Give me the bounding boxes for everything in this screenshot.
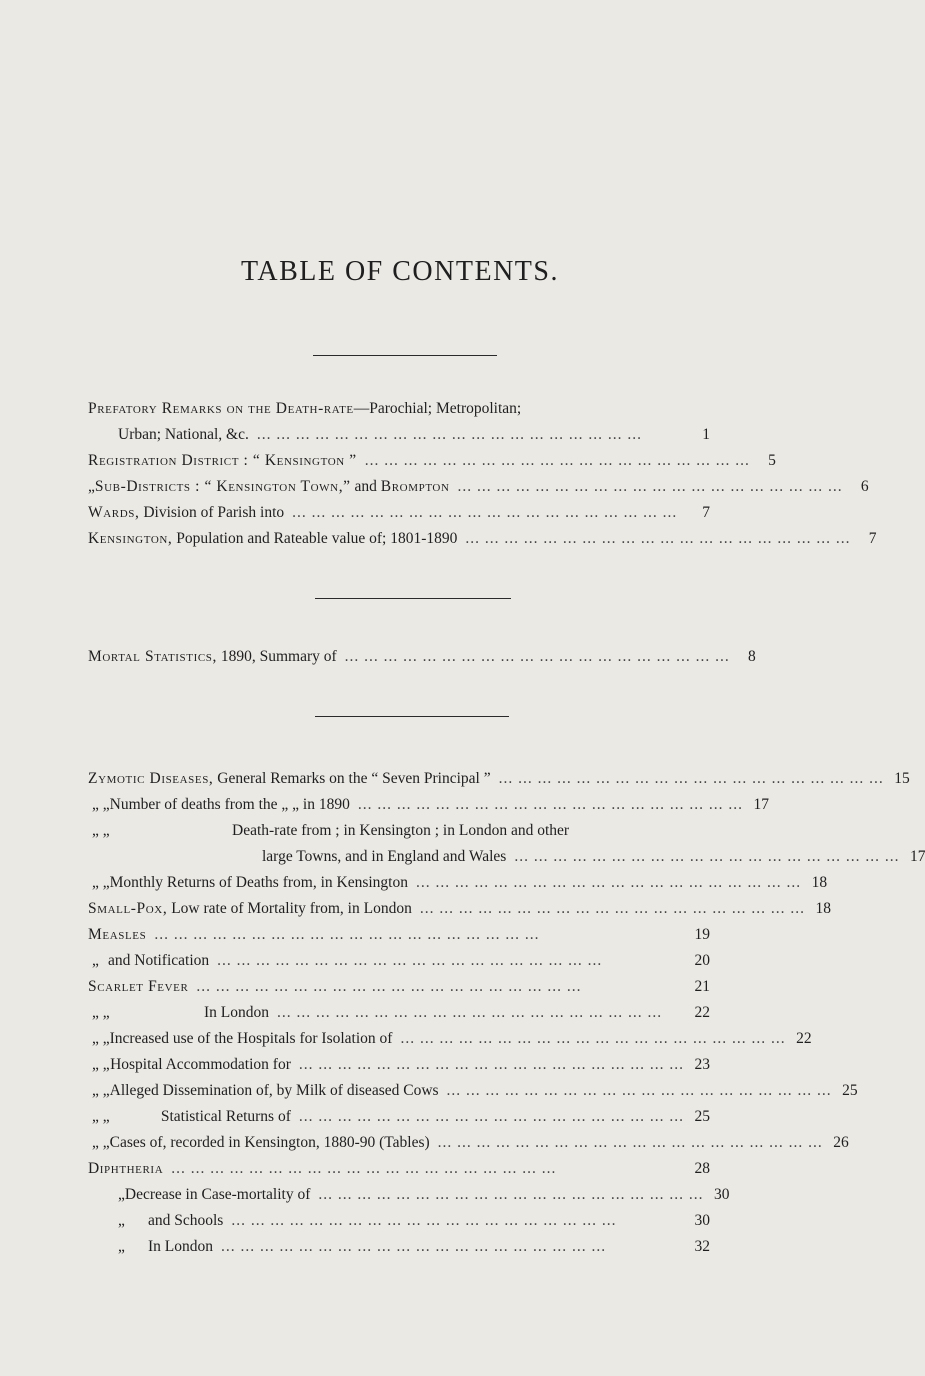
leader-dots: ... ... ... ... ... ... ... ... ... ... ... ... ... ... ... ... ... ... ... ... <box>231 1212 617 1229</box>
entry-heading: Small-Pox, <box>88 900 168 917</box>
leader-dots: ... ... ... ... ... ... ... ... ... ... ... ... ... ... ... ... ... ... ... ... <box>419 900 805 917</box>
toc-entry-zymotic-death-rate-cont[interactable] <box>262 848 925 866</box>
ditto-mark: „ „ <box>92 1082 110 1099</box>
leader-dots: ... ... ... ... ... ... ... ... ... ... ... ... ... ... ... ... ... ... ... ... <box>465 530 851 547</box>
entry-heading: Zymotic Diseases, <box>88 770 214 787</box>
leader-dots: ... ... ... ... ... ... ... ... ... ... ... ... ... ... ... ... ... ... ... ... <box>400 1030 786 1047</box>
toc-entry-scarlet-fever[interactable] <box>88 978 710 996</box>
entry-heading: Diphtheria <box>88 1160 164 1177</box>
page-number: 30 <box>694 1212 710 1229</box>
entry-text: Urban; National, &c. <box>118 426 249 443</box>
leader-dots: ... ... ... ... ... ... ... ... ... ... ... ... ... ... ... ... ... ... ... ... <box>196 978 582 995</box>
toc-entry-registration[interactable] <box>88 452 776 470</box>
toc-entry-diphtheria[interactable] <box>88 1160 710 1178</box>
entry-text: Cases of, recorded in Kensington, 1880-90 (Tables) <box>109 1134 430 1151</box>
toc-entry-scarlet-milk[interactable] <box>88 1082 858 1100</box>
entry-text: In London <box>204 1004 270 1021</box>
page-number: 5 <box>768 452 776 469</box>
toc-entry-mortal-statistics[interactable] <box>88 648 756 666</box>
ditto-mark: „ <box>92 952 99 969</box>
toc-entry-scarlet-statistical[interactable] <box>88 1108 710 1126</box>
toc-entry-scarlet-london[interactable] <box>88 1004 710 1022</box>
entry-text: Decrease in Case-mortality of <box>124 1186 311 1203</box>
toc-entry-wards[interactable] <box>88 504 710 522</box>
leader-dots: ... ... ... ... ... ... ... ... ... ... ... ... ... ... ... ... ... ... ... ... <box>364 452 750 469</box>
page-number: 19 <box>694 926 710 943</box>
entry-text: large Towns, and in England and Wales <box>262 848 507 865</box>
page-number: 1 <box>702 426 710 443</box>
leader-dots: ... ... ... ... ... ... ... ... ... ... ... ... ... ... ... ... ... ... ... ... <box>171 1160 557 1177</box>
leader-dots: ... ... ... ... ... ... ... ... ... ... ... ... ... ... ... ... ... ... ... ... <box>154 926 540 943</box>
toc-entry-diphtheria-london[interactable] <box>88 1238 710 1256</box>
toc-entry-small-pox[interactable] <box>88 900 831 918</box>
page-number: 28 <box>694 1160 710 1177</box>
divider-1 <box>313 355 497 356</box>
ditto-mark: „ „ <box>92 822 110 839</box>
toc-entry-diphtheria-mortality[interactable] <box>88 1186 730 1204</box>
ditto-mark: „ „ <box>92 1108 110 1125</box>
page-number: 17 <box>753 796 769 813</box>
entry-text: —Parochial; Metropolitan; <box>353 400 522 417</box>
leader-dots: ... ... ... ... ... ... ... ... ... ... ... ... ... ... ... ... ... ... ... ... <box>277 1004 663 1021</box>
leader-dots: ... ... ... ... ... ... ... ... ... ... ... ... ... ... ... ... ... ... ... ... <box>416 874 802 891</box>
ditto-mark: „ „ <box>92 796 110 813</box>
ditto-mark: „ „ <box>92 1004 110 1021</box>
toc-entry-zymotic-deaths[interactable] <box>88 796 769 814</box>
toc-entry-zymotic-monthly[interactable] <box>88 874 828 892</box>
page-number: 18 <box>815 900 831 917</box>
toc-entry-sub-districts[interactable] <box>88 478 869 496</box>
ditto-mark: „ <box>118 1212 125 1229</box>
toc-entry-kensington-population[interactable] <box>88 530 877 548</box>
ditto-mark: „ <box>88 478 95 495</box>
leader-dots: ... ... ... ... ... ... ... ... ... ... ... ... ... ... ... ... ... ... ... ... <box>292 504 678 521</box>
leader-dots: ... ... ... ... ... ... ... ... ... ... ... ... ... ... ... ... ... ... ... ... <box>437 1134 823 1151</box>
entry-heading: Kensington, <box>88 530 173 547</box>
page-number: 20 <box>694 952 710 969</box>
page-number: 7 <box>868 530 877 547</box>
entry-text: Alleged Dissemination of, by Milk of diseased Cows <box>109 1082 439 1099</box>
entry-text: Division of Parish into <box>139 504 285 521</box>
leader-dots: ... ... ... ... ... ... ... ... ... ... ... ... ... ... ... ... ... ... ... ... <box>498 770 884 787</box>
ditto-mark: „ „ <box>92 1056 110 1073</box>
toc-entry-scarlet-hospitals[interactable] <box>88 1030 812 1048</box>
entry-text: and Notification <box>108 952 210 969</box>
entry-text: Statistical Returns of <box>160 1108 291 1125</box>
page-title: TABLE OF CONTENTS. <box>241 256 559 287</box>
entry-text: 1890, Summary of <box>216 648 337 665</box>
entry-text: Number of deaths from the „ „ in 1890 <box>109 796 350 813</box>
page-number: 22 <box>694 1004 710 1021</box>
leader-dots: ... ... ... ... ... ... ... ... ... ... ... ... ... ... ... ... ... ... ... ... <box>298 1108 684 1125</box>
page-number: 17 <box>909 848 925 865</box>
entry-text: and <box>350 478 381 495</box>
page-number: 25 <box>842 1082 858 1099</box>
toc-entry-scarlet-cases[interactable] <box>88 1134 849 1152</box>
page-number: 6 <box>860 478 869 495</box>
page-number: 30 <box>714 1186 730 1203</box>
entry-text: Low rate of Mortality from, in London <box>167 900 412 917</box>
entry-text: General Remarks on the “ Seven Principal ” <box>213 770 491 787</box>
ditto-mark: „ „ <box>92 874 110 891</box>
toc-entry-diphtheria-schools[interactable] <box>88 1212 710 1230</box>
toc-entry-prefatory[interactable] <box>88 400 710 418</box>
entry-text: Monthly Returns of Deaths from, in Kensington <box>109 874 408 891</box>
divider-3 <box>315 716 509 717</box>
entry-heading: Measles <box>88 926 147 943</box>
leader-dots: ... ... ... ... ... ... ... ... ... ... ... ... ... ... ... ... ... ... ... ... <box>344 648 730 665</box>
entry-heading: Registration District : “ Kensington ” <box>88 452 357 469</box>
divider-2 <box>315 598 511 599</box>
entry-heading: Prefatory Remarks on the Death-rate <box>88 400 354 417</box>
page-number: 7 <box>702 504 710 521</box>
entry-heading-2: Brompton <box>380 478 450 495</box>
toc-entry-scarlet-accommodation[interactable] <box>88 1056 710 1074</box>
page-number: 18 <box>811 874 828 891</box>
page-number: 22 <box>796 1030 812 1047</box>
leader-dots: ... ... ... ... ... ... ... ... ... ... ... ... ... ... ... ... ... ... ... ... <box>256 426 642 443</box>
entry-text: Death-rate from ; in Kensington ; in London and other <box>232 822 570 839</box>
entry-heading: Mortal Statistics, <box>88 648 217 665</box>
page-number: 25 <box>694 1108 710 1125</box>
ditto-mark: „ <box>118 1186 125 1203</box>
leader-dots: ... ... ... ... ... ... ... ... ... ... ... ... ... ... ... ... ... ... ... ... <box>446 1082 832 1099</box>
leader-dots: ... ... ... ... ... ... ... ... ... ... ... ... ... ... ... ... ... ... ... ... <box>298 1056 684 1073</box>
entry-text: Increased use of the Hospitals for Isolation of <box>109 1030 393 1047</box>
entry-heading: Scarlet Fever <box>88 978 189 995</box>
ditto-mark: „ „ <box>92 1134 110 1151</box>
toc-entry-prefatory-cont[interactable] <box>118 426 710 444</box>
toc-entry-zymotic-death-rate[interactable] <box>88 822 710 840</box>
leader-dots: ... ... ... ... ... ... ... ... ... ... ... ... ... ... ... ... ... ... ... ... <box>514 848 900 865</box>
page-number: 23 <box>694 1056 710 1073</box>
toc-entry-measles-notification[interactable] <box>88 952 710 970</box>
entry-heading: Wards, <box>88 504 140 521</box>
page-number: 32 <box>694 1238 710 1255</box>
ditto-mark: „ „ <box>92 1030 110 1047</box>
entry-text: and Schools <box>148 1212 224 1229</box>
page-number: 26 <box>833 1134 849 1151</box>
entry-text: Population and Rateable value of; 1801-1890 <box>172 530 458 547</box>
toc-entry-measles[interactable] <box>88 926 710 944</box>
entry-text: Hospital Accommodation for <box>110 1056 291 1073</box>
page-number: 8 <box>748 648 756 665</box>
leader-dots: ... ... ... ... ... ... ... ... ... ... ... ... ... ... ... ... ... ... ... ... <box>217 952 603 969</box>
leader-dots: ... ... ... ... ... ... ... ... ... ... ... ... ... ... ... ... ... ... ... ... <box>357 796 743 813</box>
page-number: 21 <box>694 978 710 995</box>
leader-dots: ... ... ... ... ... ... ... ... ... ... ... ... ... ... ... ... ... ... ... ... <box>457 478 843 495</box>
leader-dots: ... ... ... ... ... ... ... ... ... ... ... ... ... ... ... ... ... ... ... ... <box>221 1238 607 1255</box>
ditto-mark: „ <box>118 1238 125 1255</box>
entry-heading: Sub-Districts : “ Kensington Town,” <box>94 478 351 495</box>
leader-dots: ... ... ... ... ... ... ... ... ... ... ... ... ... ... ... ... ... ... ... ... <box>318 1186 704 1203</box>
toc-entry-zymotic[interactable] <box>88 770 910 788</box>
entry-text: In London <box>148 1238 214 1255</box>
page-number: 15 <box>894 770 910 787</box>
